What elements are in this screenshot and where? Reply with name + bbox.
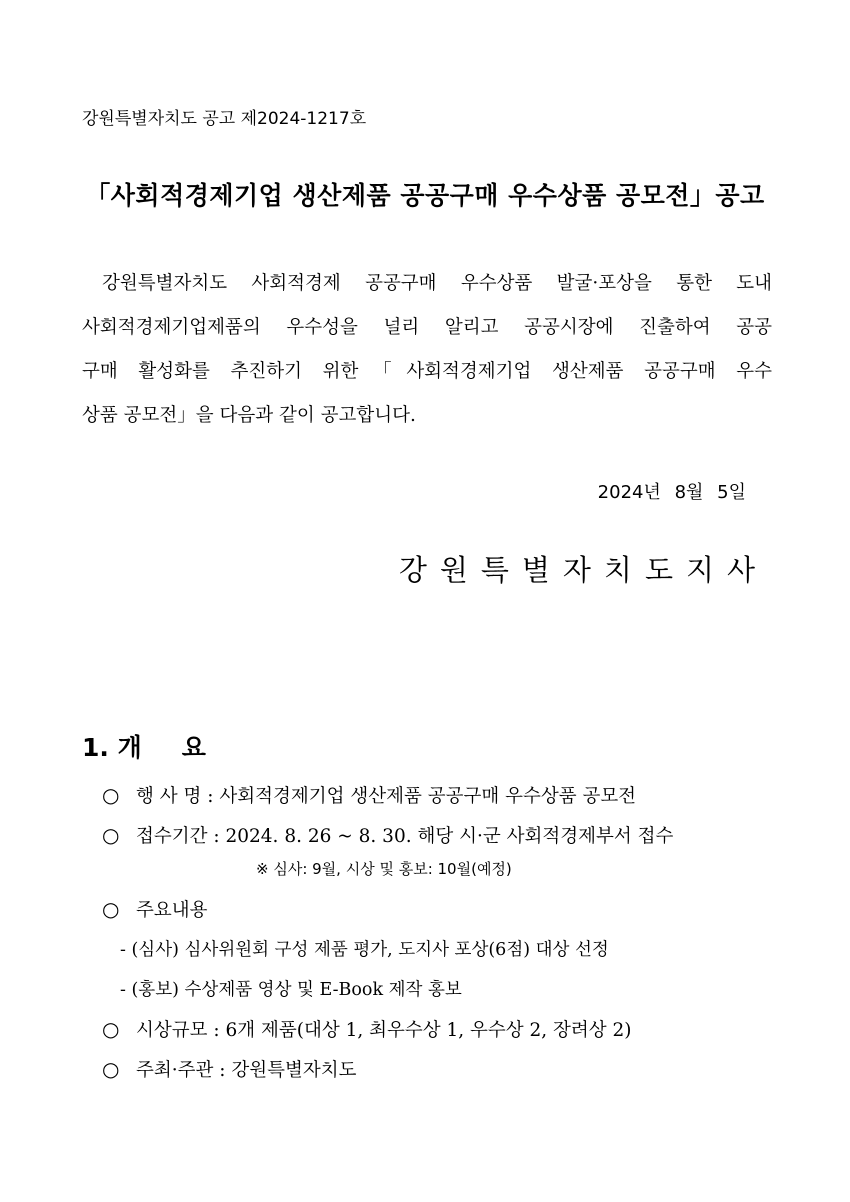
list-item — [102, 782, 636, 808]
period-note: ※ 심사: 9월, 시상 및 홍보: 10월(예정) — [256, 860, 512, 878]
event-name: 행 사 명 : 사회적경제기업 생산제품 공공구매 우수상품 공모전 — [136, 786, 637, 807]
section-title-b: 요 — [181, 733, 206, 762]
application-period: 접수기간 : 2024. 8. 26 ~ 8. 30. 해당 시·군 사회적경제부서 접수 — [136, 826, 674, 847]
page-title: 「사회적경제기업 생산제품 공공구매 우수상품 공모전」공고 — [85, 181, 765, 210]
circle-bullet-icon: ○ — [102, 783, 120, 807]
notice-date: 2024년 8월 5일 — [597, 482, 746, 503]
body-line: 구매 활성화를 추진하기 위한「사회적경제기업 생산제품 공공구매 우수 — [82, 361, 772, 382]
list-item — [102, 1056, 356, 1082]
circle-bullet-icon: ○ — [102, 897, 120, 921]
contents-sub-item: - (심사) 심사위원회 구성 제품 평가, 도지사 포상(6점) 대상 선정 — [120, 940, 609, 960]
list-item — [102, 822, 673, 848]
contents-label: 주요내용 — [136, 900, 208, 921]
section-title-a: 개 — [117, 733, 142, 762]
circle-bullet-icon: ○ — [102, 1017, 120, 1041]
body-line: 강원특별자치도 사회적경제 공공구매 우수상품 발굴·포상을 통한 도내 — [102, 273, 772, 294]
notice-number: 강원특별자치도 공고 제2024-1217호 — [82, 109, 367, 129]
section-number: 1. — [82, 733, 109, 762]
award-scale: 시상규모 : 6개 제품(대상 1, 최우수상 1, 우수상 2, 장려상 2) — [136, 1020, 632, 1041]
body-line: 상품 공모전」을 다음과 같이 공고합니다. — [82, 405, 416, 426]
notice-body — [82, 262, 772, 438]
signer: 강원특별자치도지사 — [398, 553, 768, 587]
circle-bullet-icon: ○ — [102, 1057, 120, 1081]
list-item — [102, 896, 207, 922]
body-line: 사회적경제기업제품의 우수성을 널리 알리고 공공시장에 진출하여 공공 — [82, 317, 772, 338]
circle-bullet-icon: ○ — [102, 823, 120, 847]
contents-sub-item: - (홍보) 수상제품 영상 및 E-Book 제작 홍보 — [120, 980, 462, 1000]
host: 주최·주관 : 강원특별자치도 — [136, 1060, 357, 1081]
section-heading — [82, 728, 206, 764]
list-item — [102, 1016, 632, 1042]
